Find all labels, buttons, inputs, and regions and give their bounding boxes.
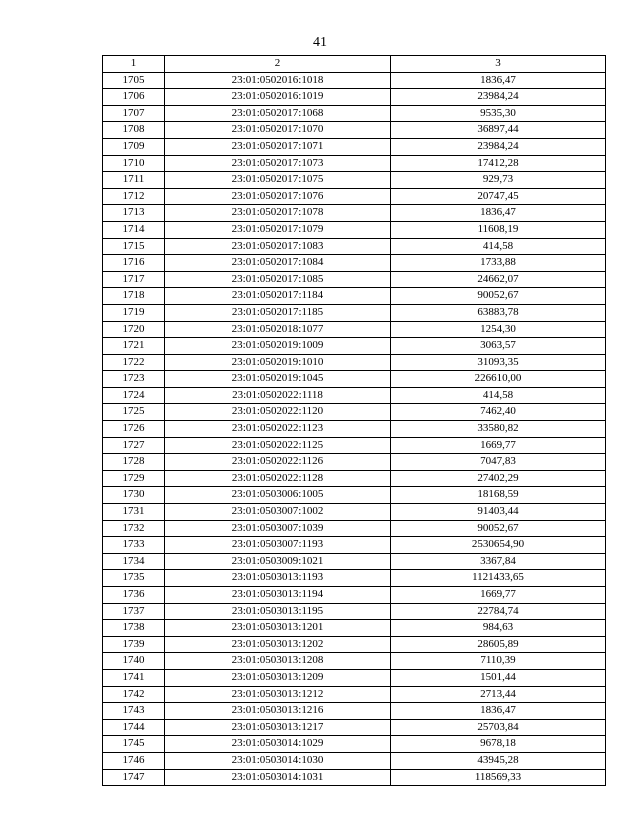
table-row — [103, 570, 606, 587]
value-cell: 1836,47 — [391, 72, 606, 89]
value-cell: 1836,47 — [391, 703, 606, 720]
row-number-cell: 1731 — [103, 504, 165, 521]
table-row — [103, 669, 606, 686]
table-row — [103, 636, 606, 653]
cadastral-number-cell: 23:01:0503014:1030 — [165, 752, 391, 769]
cadastral-number-cell: 23:01:0503013:1216 — [165, 703, 391, 720]
value-cell: 33580,82 — [391, 421, 606, 438]
table-header-row — [103, 56, 606, 73]
cadastral-number-cell: 23:01:0502017:1085 — [165, 271, 391, 288]
value-cell: 90052,67 — [391, 520, 606, 537]
cadastral-number-cell: 23:01:0503007:1193 — [165, 537, 391, 554]
table-row — [103, 454, 606, 471]
value-cell: 7047,83 — [391, 454, 606, 471]
column-header-value: 3 — [391, 56, 606, 73]
row-number-cell: 1710 — [103, 155, 165, 172]
table-row — [103, 736, 606, 753]
cadastral-number-cell: 23:01:0503007:1002 — [165, 504, 391, 521]
table-row — [103, 752, 606, 769]
table-row — [103, 404, 606, 421]
table-row — [103, 553, 606, 570]
cadastral-number-cell: 23:01:0502019:1010 — [165, 354, 391, 371]
cadastral-number-cell: 23:01:0502017:1078 — [165, 205, 391, 222]
row-number-cell: 1729 — [103, 470, 165, 487]
row-number-cell: 1746 — [103, 752, 165, 769]
cadastral-number-cell: 23:01:0503006:1005 — [165, 487, 391, 504]
cadastral-number-cell: 23:01:0502022:1118 — [165, 387, 391, 404]
cadastral-number-cell: 23:01:0503013:1194 — [165, 587, 391, 604]
cadastral-number-cell: 23:01:0503013:1193 — [165, 570, 391, 587]
row-number-cell: 1734 — [103, 553, 165, 570]
cadastral-number-cell: 23:01:0502022:1123 — [165, 421, 391, 438]
value-cell: 31093,35 — [391, 354, 606, 371]
row-number-cell: 1716 — [103, 255, 165, 272]
value-cell: 929,73 — [391, 172, 606, 189]
table-row — [103, 470, 606, 487]
row-number-cell: 1721 — [103, 338, 165, 355]
cadastral-number-cell: 23:01:0502022:1120 — [165, 404, 391, 421]
table-row — [103, 437, 606, 454]
column-header-number: 1 — [103, 56, 165, 73]
row-number-cell: 1707 — [103, 105, 165, 122]
row-number-cell: 1747 — [103, 769, 165, 786]
value-cell: 3367,84 — [391, 553, 606, 570]
row-number-cell: 1742 — [103, 686, 165, 703]
value-cell: 18168,59 — [391, 487, 606, 504]
row-number-cell: 1743 — [103, 703, 165, 720]
table-row — [103, 321, 606, 338]
row-number-cell: 1719 — [103, 304, 165, 321]
table-row — [103, 719, 606, 736]
value-cell: 24662,07 — [391, 271, 606, 288]
table-row — [103, 620, 606, 637]
value-cell: 1121433,65 — [391, 570, 606, 587]
row-number-cell: 1718 — [103, 288, 165, 305]
value-cell: 91403,44 — [391, 504, 606, 521]
cadastral-number-cell: 23:01:0502016:1019 — [165, 89, 391, 106]
table-body — [103, 56, 606, 786]
table-row — [103, 520, 606, 537]
value-cell: 1669,77 — [391, 437, 606, 454]
value-cell: 3063,57 — [391, 338, 606, 355]
cadastral-number-cell: 23:01:0502017:1076 — [165, 188, 391, 205]
row-number-cell: 1745 — [103, 736, 165, 753]
table-row — [103, 288, 606, 305]
table-row — [103, 221, 606, 238]
cadastral-number-cell: 23:01:0502022:1126 — [165, 454, 391, 471]
cadastral-number-cell: 23:01:0503013:1195 — [165, 603, 391, 620]
cadastral-value-table — [102, 55, 606, 786]
row-number-cell: 1730 — [103, 487, 165, 504]
table-row — [103, 653, 606, 670]
table-row — [103, 72, 606, 89]
cadastral-number-cell: 23:01:0503013:1201 — [165, 620, 391, 637]
row-number-cell: 1737 — [103, 603, 165, 620]
page-number: 41 — [313, 35, 327, 50]
row-number-cell: 1717 — [103, 271, 165, 288]
cadastral-number-cell: 23:01:0502017:1073 — [165, 155, 391, 172]
cadastral-number-cell: 23:01:0502022:1128 — [165, 470, 391, 487]
value-cell: 2530654,90 — [391, 537, 606, 554]
row-number-cell: 1709 — [103, 138, 165, 155]
table-row — [103, 537, 606, 554]
value-cell: 414,58 — [391, 387, 606, 404]
table-row — [103, 487, 606, 504]
value-cell: 23984,24 — [391, 138, 606, 155]
cadastral-number-cell: 23:01:0502017:1084 — [165, 255, 391, 272]
table-row — [103, 587, 606, 604]
cadastral-number-cell: 23:01:0503013:1208 — [165, 653, 391, 670]
cadastral-number-cell: 23:01:0503007:1039 — [165, 520, 391, 537]
row-number-cell: 1705 — [103, 72, 165, 89]
value-cell: 7462,40 — [391, 404, 606, 421]
value-cell: 27402,29 — [391, 470, 606, 487]
column-header-cadastral-number: 2 — [165, 56, 391, 73]
row-number-cell: 1738 — [103, 620, 165, 637]
value-cell: 90052,67 — [391, 288, 606, 305]
row-number-cell: 1741 — [103, 669, 165, 686]
cadastral-number-cell: 23:01:0502016:1018 — [165, 72, 391, 89]
row-number-cell: 1713 — [103, 205, 165, 222]
table-row — [103, 205, 606, 222]
table-row — [103, 255, 606, 272]
table-row — [103, 138, 606, 155]
table-row — [103, 338, 606, 355]
cadastral-number-cell: 23:01:0502017:1075 — [165, 172, 391, 189]
table-row — [103, 238, 606, 255]
row-number-cell: 1706 — [103, 89, 165, 106]
cadastral-number-cell: 23:01:0503013:1202 — [165, 636, 391, 653]
cadastral-number-cell: 23:01:0502017:1184 — [165, 288, 391, 305]
row-number-cell: 1739 — [103, 636, 165, 653]
table-row — [103, 155, 606, 172]
row-number-cell: 1724 — [103, 387, 165, 404]
value-cell: 984,63 — [391, 620, 606, 637]
row-number-cell: 1740 — [103, 653, 165, 670]
cadastral-number-cell: 23:01:0502017:1068 — [165, 105, 391, 122]
value-cell: 23984,24 — [391, 89, 606, 106]
value-cell: 1254,30 — [391, 321, 606, 338]
table-row — [103, 371, 606, 388]
cadastral-number-cell: 23:01:0503014:1029 — [165, 736, 391, 753]
value-cell: 36897,44 — [391, 122, 606, 139]
row-number-cell: 1708 — [103, 122, 165, 139]
cadastral-number-cell: 23:01:0503009:1021 — [165, 553, 391, 570]
cadastral-number-cell: 23:01:0502019:1045 — [165, 371, 391, 388]
table-row — [103, 122, 606, 139]
cadastral-number-cell: 23:01:0503014:1031 — [165, 769, 391, 786]
row-number-cell: 1714 — [103, 221, 165, 238]
table-row — [103, 105, 606, 122]
value-cell: 226610,00 — [391, 371, 606, 388]
row-number-cell: 1728 — [103, 454, 165, 471]
table-row — [103, 603, 606, 620]
cadastral-number-cell: 23:01:0503013:1217 — [165, 719, 391, 736]
row-number-cell: 1727 — [103, 437, 165, 454]
row-number-cell: 1736 — [103, 587, 165, 604]
cadastral-number-cell: 23:01:0502018:1077 — [165, 321, 391, 338]
value-cell: 17412,28 — [391, 155, 606, 172]
value-cell: 7110,39 — [391, 653, 606, 670]
value-cell: 414,58 — [391, 238, 606, 255]
table-row — [103, 304, 606, 321]
row-number-cell: 1712 — [103, 188, 165, 205]
value-cell: 43945,28 — [391, 752, 606, 769]
row-number-cell: 1726 — [103, 421, 165, 438]
table-row — [103, 354, 606, 371]
row-number-cell: 1722 — [103, 354, 165, 371]
row-number-cell: 1732 — [103, 520, 165, 537]
row-number-cell: 1733 — [103, 537, 165, 554]
table-row — [103, 89, 606, 106]
cadastral-number-cell: 23:01:0502017:1185 — [165, 304, 391, 321]
table-row — [103, 387, 606, 404]
value-cell: 1836,47 — [391, 205, 606, 222]
cadastral-number-cell: 23:01:0502017:1071 — [165, 138, 391, 155]
value-cell: 28605,89 — [391, 636, 606, 653]
cadastral-number-cell: 23:01:0502019:1009 — [165, 338, 391, 355]
value-cell: 20747,45 — [391, 188, 606, 205]
table-row — [103, 172, 606, 189]
cadastral-number-cell: 23:01:0502017:1079 — [165, 221, 391, 238]
value-cell: 25703,84 — [391, 719, 606, 736]
cadastral-number-cell: 23:01:0503013:1209 — [165, 669, 391, 686]
value-cell: 118569,33 — [391, 769, 606, 786]
table-row — [103, 421, 606, 438]
table-row — [103, 504, 606, 521]
cadastral-number-cell: 23:01:0502022:1125 — [165, 437, 391, 454]
value-cell: 9678,18 — [391, 736, 606, 753]
value-cell: 63883,78 — [391, 304, 606, 321]
cadastral-number-cell: 23:01:0502017:1070 — [165, 122, 391, 139]
table-row — [103, 703, 606, 720]
table-row — [103, 686, 606, 703]
row-number-cell: 1711 — [103, 172, 165, 189]
table-row — [103, 769, 606, 786]
row-number-cell: 1720 — [103, 321, 165, 338]
row-number-cell: 1735 — [103, 570, 165, 587]
value-cell: 9535,30 — [391, 105, 606, 122]
table-row — [103, 271, 606, 288]
value-cell: 2713,44 — [391, 686, 606, 703]
row-number-cell: 1715 — [103, 238, 165, 255]
row-number-cell: 1744 — [103, 719, 165, 736]
value-cell: 22784,74 — [391, 603, 606, 620]
row-number-cell: 1725 — [103, 404, 165, 421]
value-cell: 1733,88 — [391, 255, 606, 272]
row-number-cell: 1723 — [103, 371, 165, 388]
value-cell: 1501,44 — [391, 669, 606, 686]
cadastral-number-cell: 23:01:0502017:1083 — [165, 238, 391, 255]
cadastral-number-cell: 23:01:0503013:1212 — [165, 686, 391, 703]
table-row — [103, 188, 606, 205]
value-cell: 1669,77 — [391, 587, 606, 604]
value-cell: 11608,19 — [391, 221, 606, 238]
